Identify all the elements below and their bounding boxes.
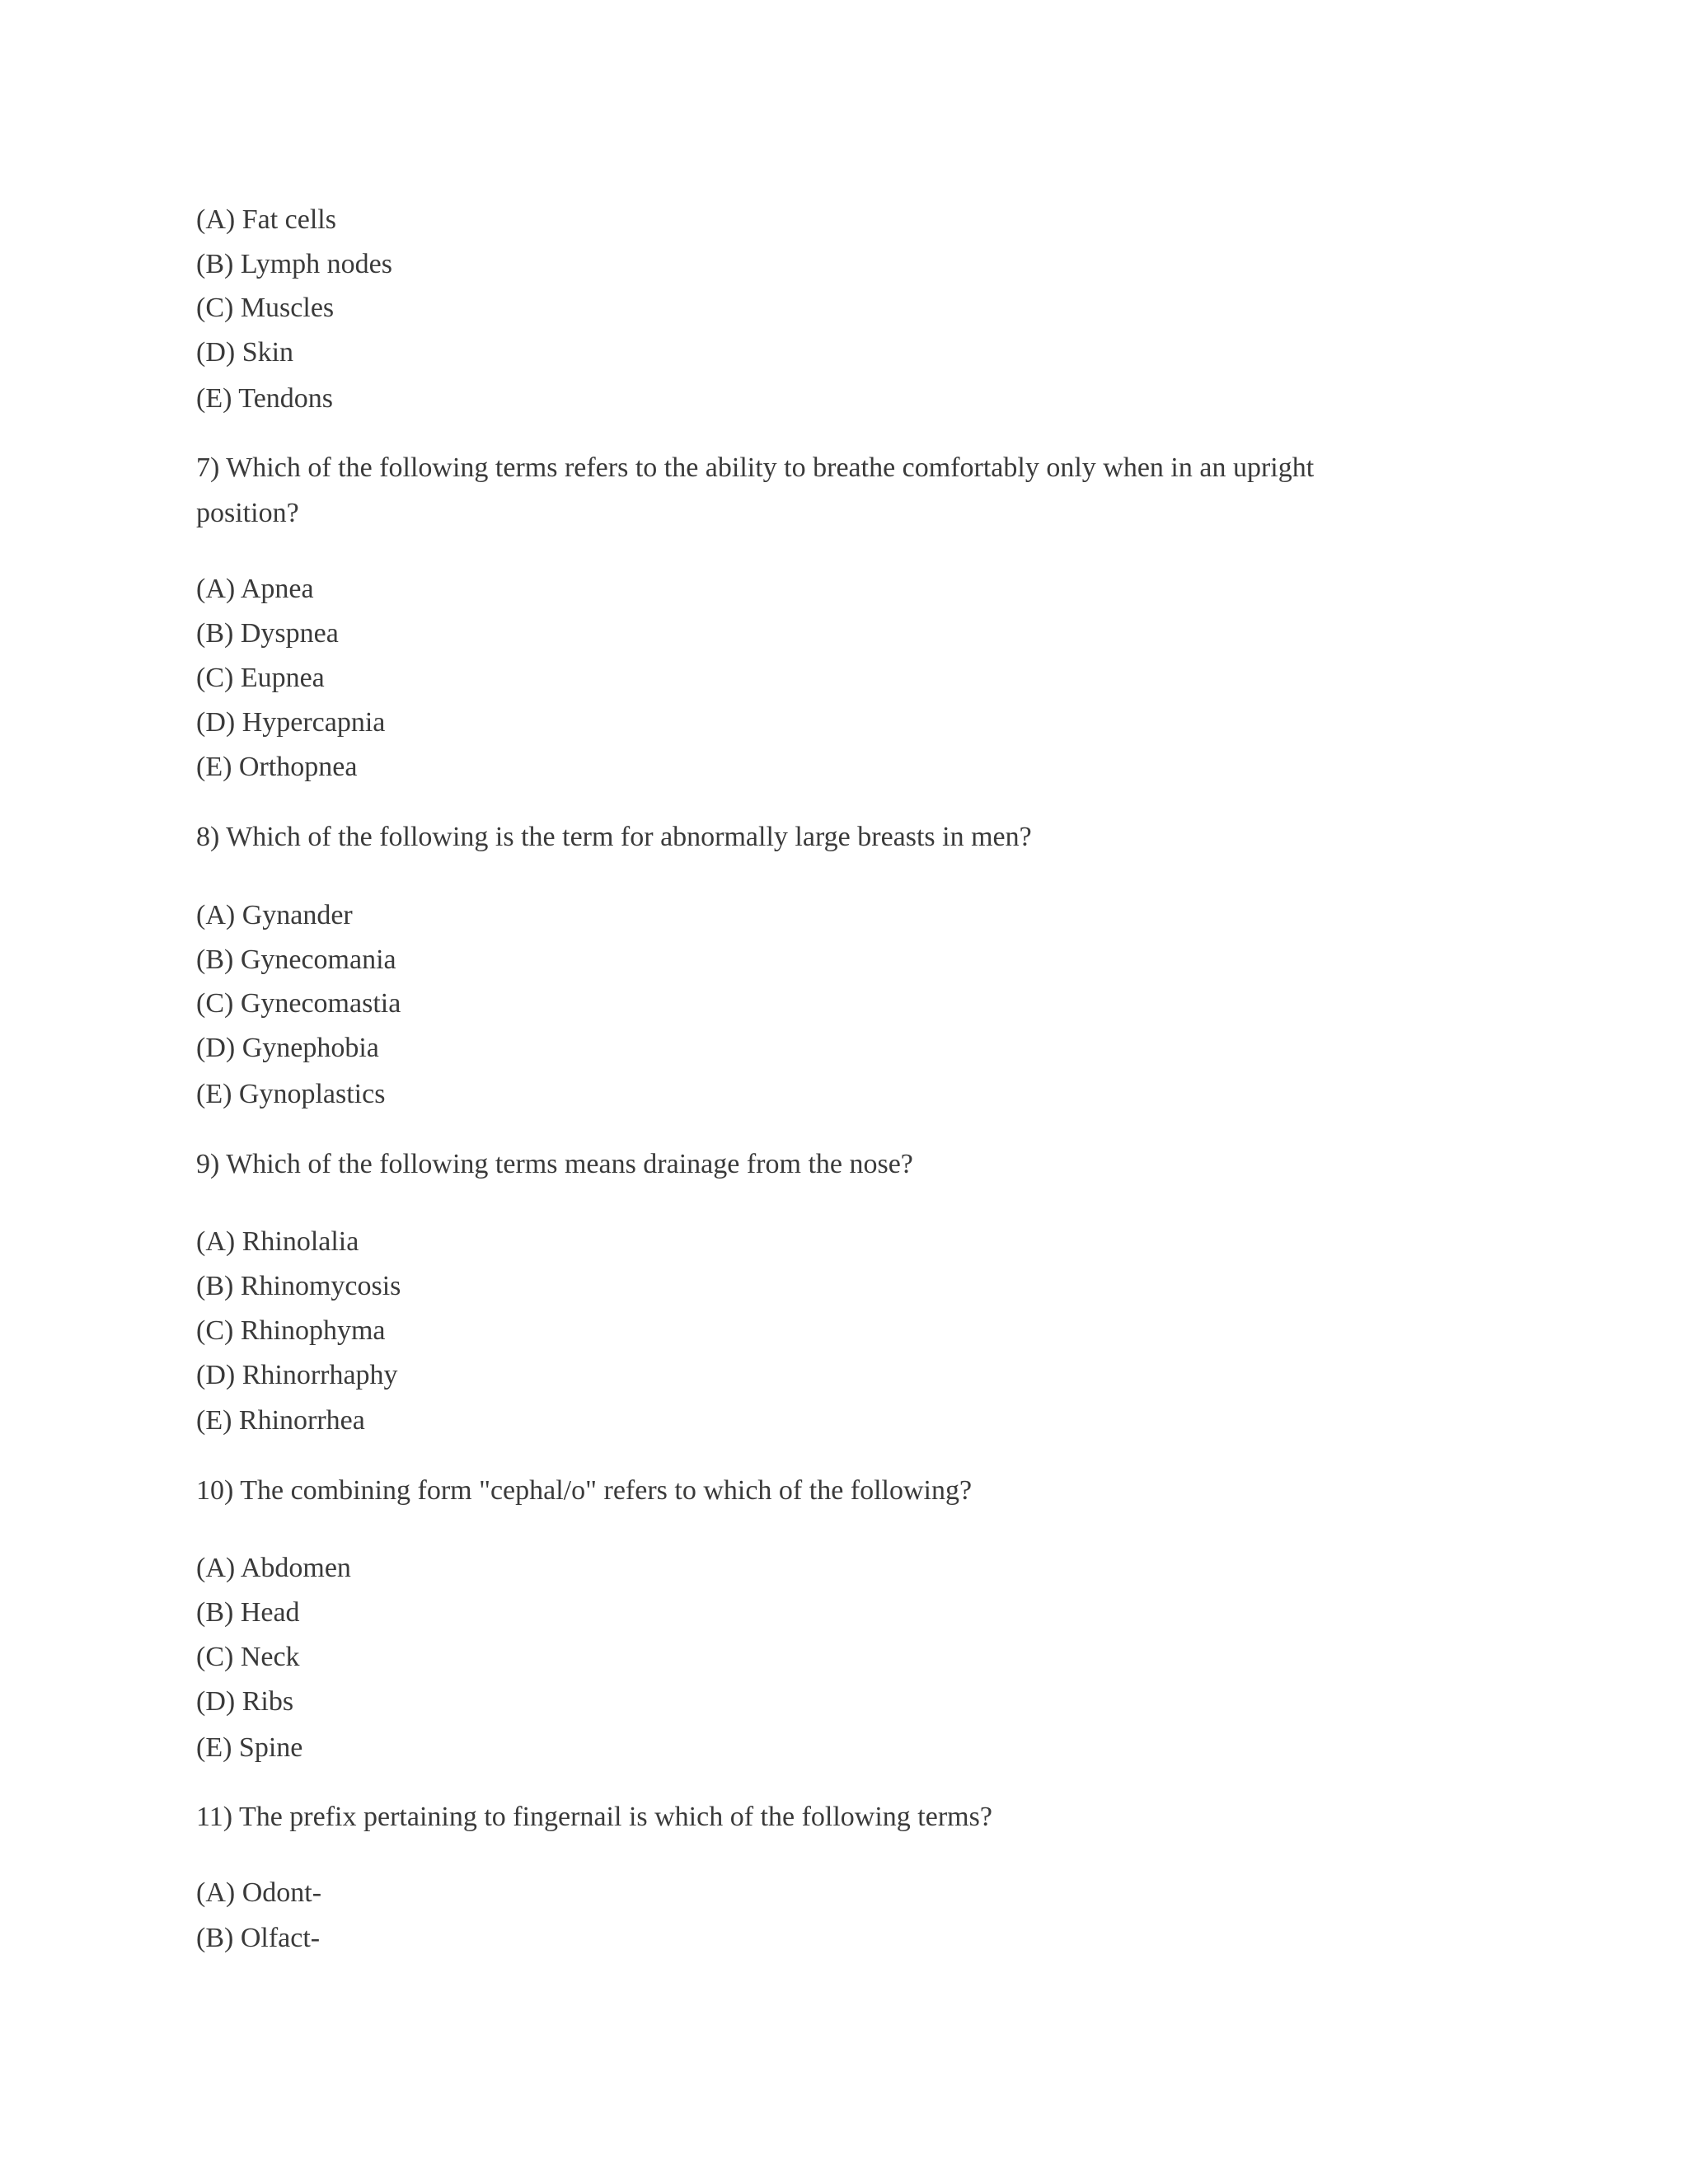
question-7-line-2: position? — [196, 498, 299, 528]
option-10d: (D) Ribs — [196, 1686, 294, 1717]
question-7-line-1: 7) Which of the following terms refers to the ability to breathe comfortably only when in an upright — [196, 452, 1315, 483]
option-8b: (B) Gynecomania — [196, 944, 396, 975]
option-6a: (A) Fat cells — [196, 204, 336, 235]
option-9d: (D) Rhinorrhaphy — [196, 1360, 398, 1390]
option-6d: (D) Skin — [196, 337, 294, 368]
option-6b: (B) Lymph nodes — [196, 249, 392, 279]
option-11b: (B) Olfact- — [196, 1923, 321, 1953]
question-8: 8) Which of the following is the term for abnormally large breasts in men? — [196, 822, 1032, 852]
option-7a: (A) Apnea — [196, 574, 314, 604]
question-11: 11) The prefix pertaining to fingernail is which of the following terms? — [196, 1802, 992, 1832]
option-7d: (D) Hypercapnia — [196, 707, 386, 738]
option-10e: (E) Spine — [196, 1732, 303, 1763]
option-6e: (E) Tendons — [196, 383, 334, 414]
option-7e: (E) Orthopnea — [196, 752, 358, 782]
option-8d: (D) Gynephobia — [196, 1033, 379, 1063]
option-6c: (C) Muscles — [196, 293, 335, 323]
option-11a: (A) Odont- — [196, 1877, 322, 1908]
option-8c: (C) Gynecomastia — [196, 988, 401, 1019]
option-10c: (C) Neck — [196, 1642, 300, 1672]
option-7b: (B) Dyspnea — [196, 618, 339, 649]
option-10a: (A) Abdomen — [196, 1553, 351, 1583]
option-9a: (A) Rhinolalia — [196, 1226, 359, 1257]
option-9b: (B) Rhinomycosis — [196, 1271, 401, 1301]
question-10: 10) The combining form "cephal/o" refers to which of the following? — [196, 1475, 973, 1506]
option-9c: (C) Rhinophyma — [196, 1315, 386, 1346]
option-7c: (C) Eupnea — [196, 663, 325, 693]
option-10b: (B) Head — [196, 1597, 300, 1628]
question-9: 9) Which of the following terms means drainage from the nose? — [196, 1149, 913, 1179]
option-9e: (E) Rhinorrhea — [196, 1405, 365, 1436]
option-8e: (E) Gynoplastics — [196, 1079, 386, 1109]
option-8a: (A) Gynander — [196, 900, 353, 930]
